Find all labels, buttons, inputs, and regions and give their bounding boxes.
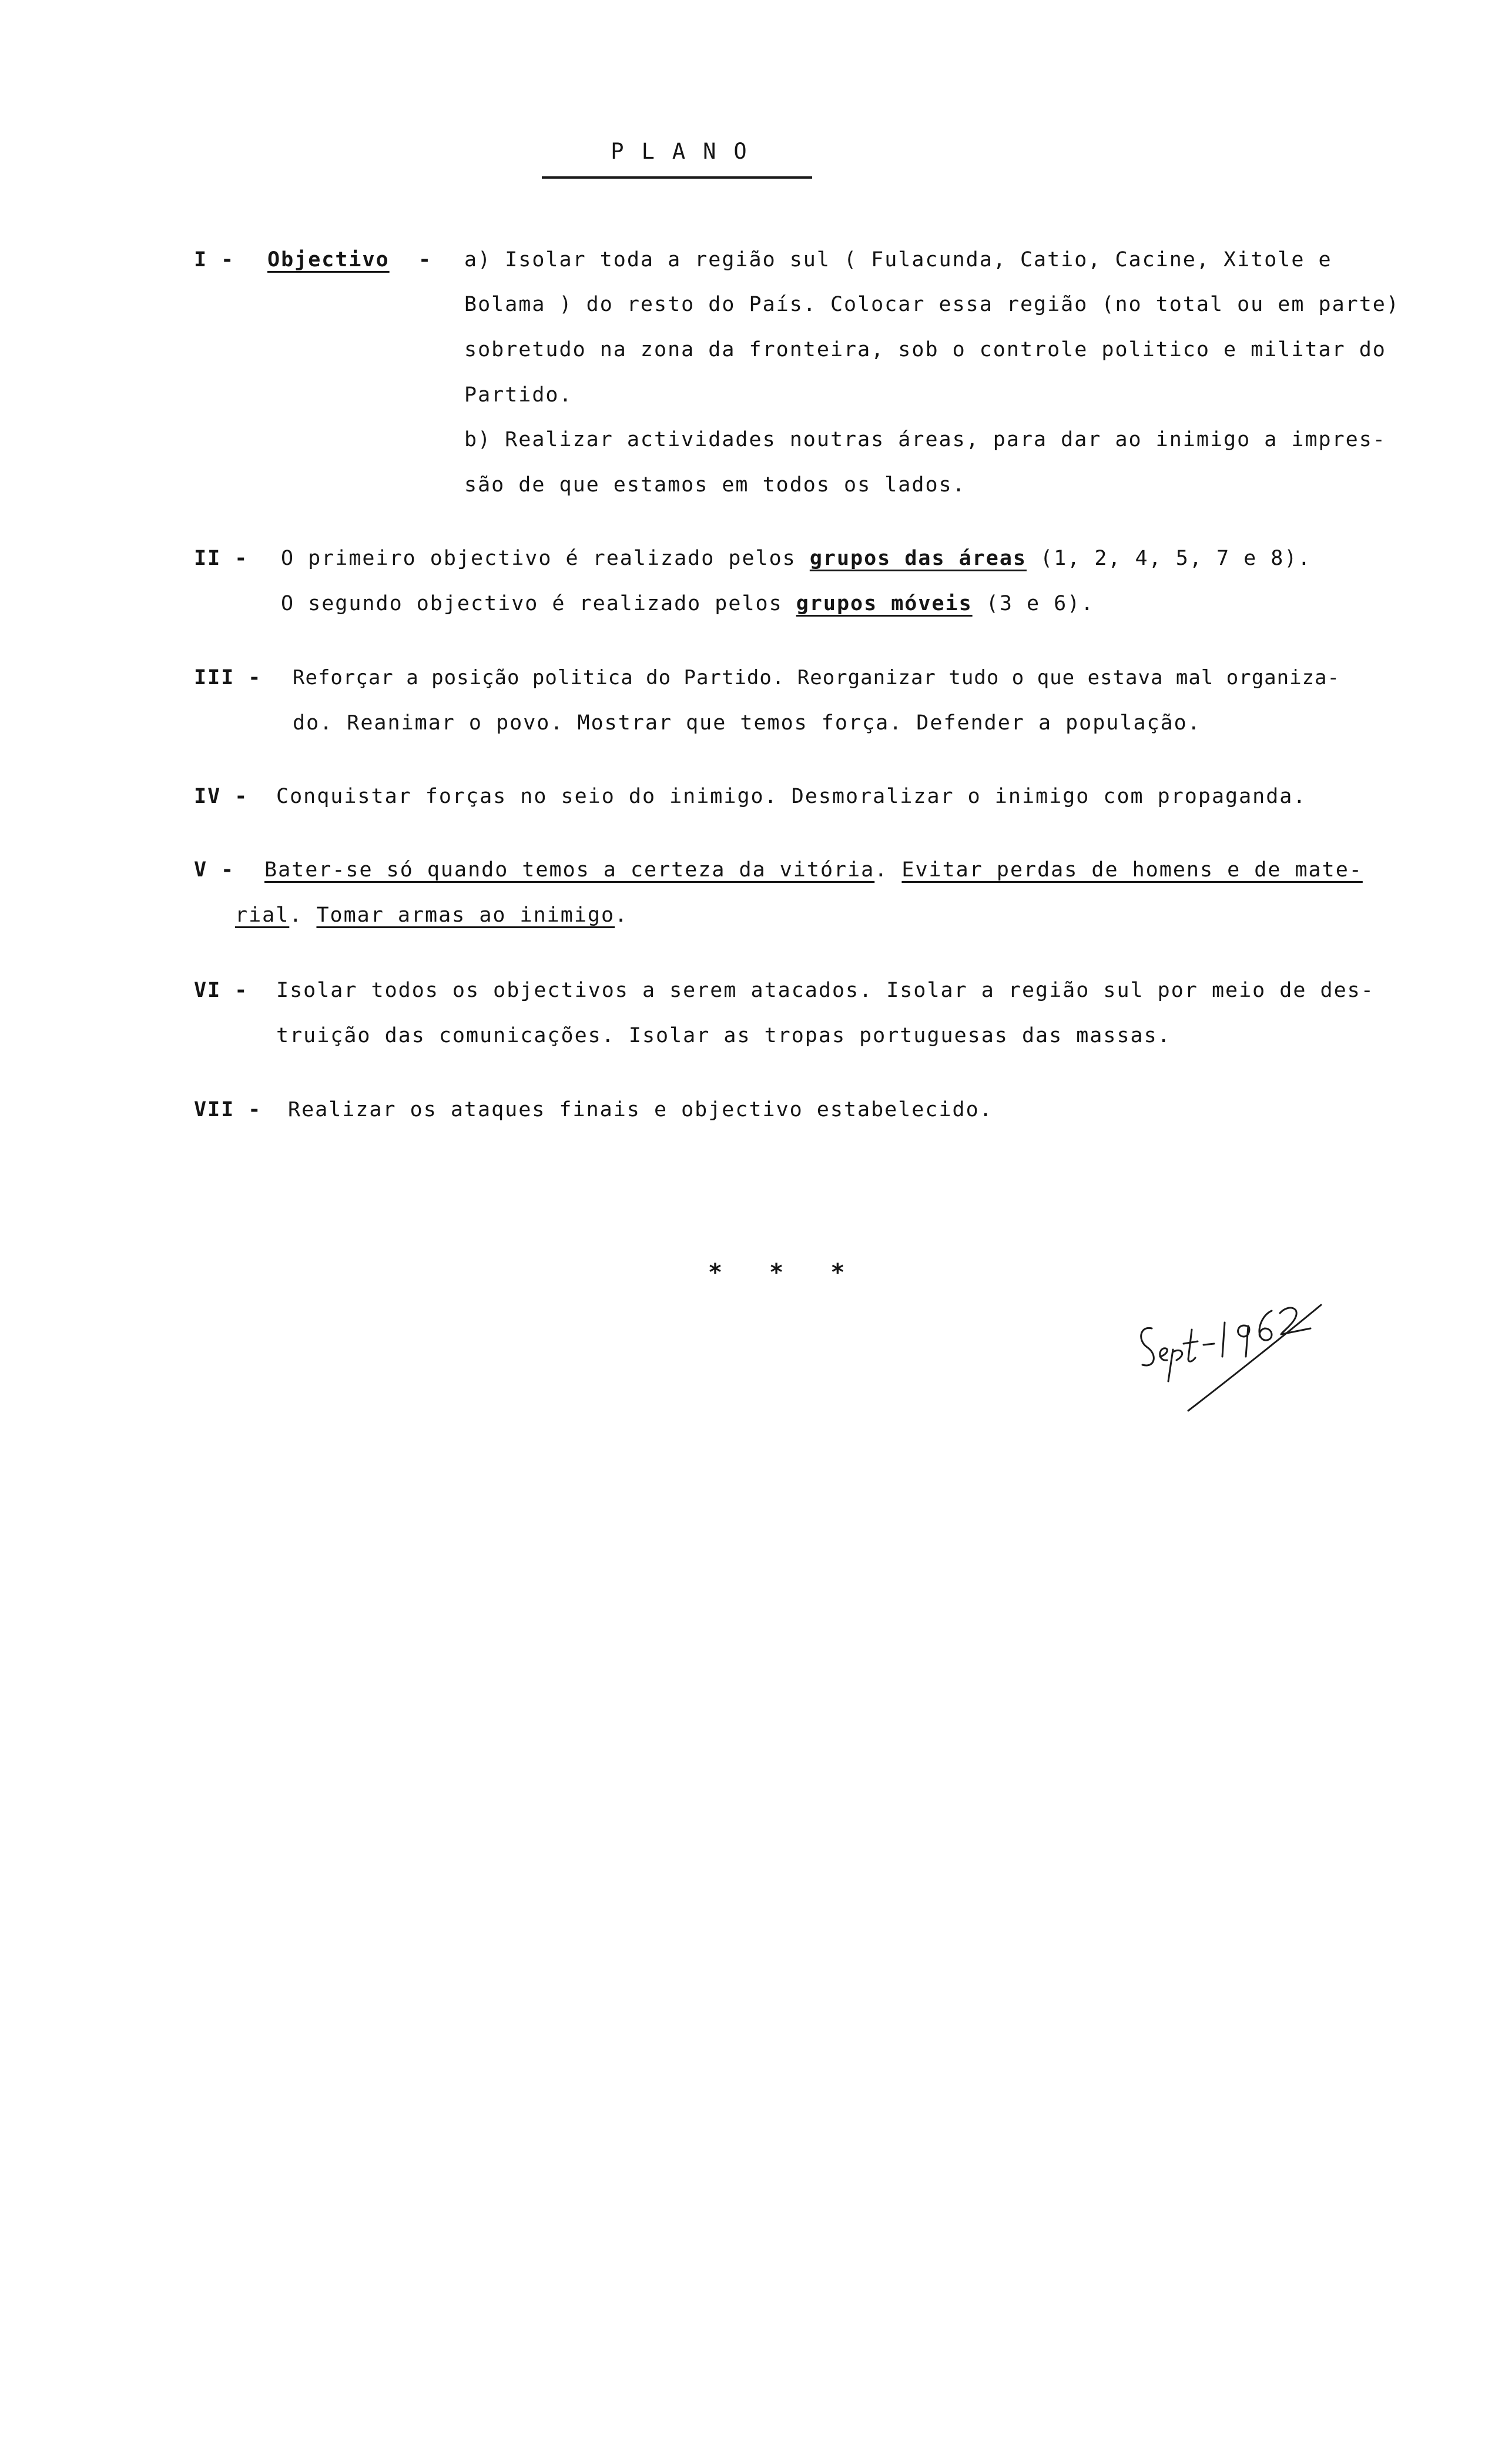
section-1-line-1: a) Isolar toda a região sul ( Fulacunda, Catio, Cacine, Xitole e xyxy=(464,248,1332,272)
section-2-number: II - xyxy=(194,547,249,570)
section-4-number: IV - xyxy=(194,785,249,808)
section-6-line-2: truição das comunicações. Isolar as tropas portuguesas das massas. xyxy=(276,1024,1171,1047)
document-title: PLANO xyxy=(611,139,765,164)
section-1-line-3: sobretudo na zona da fronteira, sob o controle politico e militar do xyxy=(464,338,1386,361)
section-2-line-1-end: (1, 2, 4, 5, 7 e 8). xyxy=(1026,547,1312,570)
section-5-line-1-underlined-b: Evitar perdas de homens e de mate- xyxy=(901,858,1363,882)
section-separator: * * * xyxy=(708,1259,862,1286)
section-4-line: Conquistar forças no seio do inimigo. Desmoralizar o inimigo com propaganda. xyxy=(276,785,1307,808)
section-1-line-5: b) Realizar actividades noutras áreas, para dar ao inimigo a impres- xyxy=(464,428,1386,451)
section-6-number: VI - xyxy=(194,979,249,1002)
section-5-line-2-underlined-a: rial xyxy=(235,903,290,927)
section-2-line-2-end: (3 e 6). xyxy=(972,592,1095,615)
section-5-line-2-separator: . xyxy=(289,903,317,927)
handwritten-date-signature xyxy=(1134,1293,1381,1434)
section-3-line-2: do. Reanimar o povo. Mostrar que temos força. Defender a população. xyxy=(293,711,1201,735)
section-2-line-2 xyxy=(281,592,1094,615)
section-6-line-1: Isolar todos os objectivos a serem atacados. Isolar a região sul por meio de des- xyxy=(276,979,1375,1002)
section-1-number: I - xyxy=(194,248,235,272)
section-2-line-1 xyxy=(281,547,1311,570)
section-5-number: V - xyxy=(194,858,235,882)
section-2-line-1-underlined: grupos das áreas xyxy=(809,547,1027,570)
section-7-line: Realizar os ataques finais e objectivo estabelecido. xyxy=(288,1098,993,1121)
section-5-line-1-separator: . xyxy=(874,858,902,882)
section-1-dash: - xyxy=(418,248,433,272)
section-1-line-6: são de que estamos em todos os lados. xyxy=(464,473,966,497)
section-3-line-1: Reforçar a posição politica do Partido. Reorganizar tudo o que estava mal organiza- xyxy=(293,666,1340,689)
title-underline xyxy=(542,176,812,179)
section-2-line-1-text: O primeiro objectivo é realizado pelos xyxy=(281,547,810,570)
section-5-line-2 xyxy=(235,903,628,927)
section-7-number: VII - xyxy=(194,1098,262,1121)
section-3-number: III - xyxy=(194,666,262,689)
section-5-line-1 xyxy=(264,858,1363,882)
section-2-line-2-text: O segundo objectivo é realizado pelos xyxy=(281,592,796,615)
section-1-line-2: Bolama ) do resto do País. Colocar essa região (no total ou em parte) xyxy=(464,293,1400,316)
section-2-line-2-underlined: grupos móveis xyxy=(796,592,973,615)
section-1-line-4: Partido. xyxy=(464,383,573,407)
section-5-line-2-end: . xyxy=(615,903,629,927)
section-5-line-1-underlined-a: Bater-se só quando temos a certeza da vitória xyxy=(264,858,875,882)
section-1-heading: Objectivo xyxy=(267,248,390,272)
section-5-line-2-underlined-b: Tomar armas ao inimigo xyxy=(316,903,615,927)
